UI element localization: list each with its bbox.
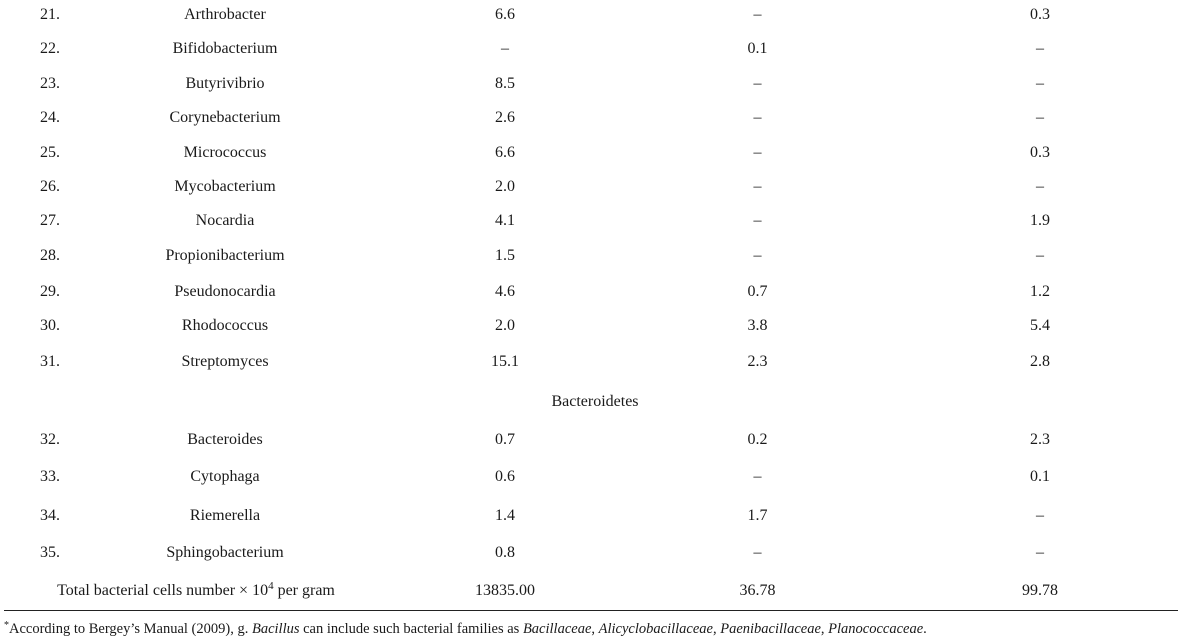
- row-number: 32.: [40, 431, 60, 448]
- value-column-2: 2.3: [747, 353, 768, 370]
- total-label-prefix: Total bacterial cells number × 10: [57, 582, 269, 599]
- footnote-sep-1: ,: [591, 621, 599, 637]
- table-row: [0, 175, 1181, 199]
- row-number: 30.: [40, 317, 60, 334]
- footnote-text-1: According to Bergey’s Manual (2009), g.: [9, 621, 252, 637]
- value-column-3: –: [1036, 247, 1044, 264]
- table-row: [0, 350, 1181, 374]
- value-column-3: –: [1036, 178, 1044, 195]
- value-column-1: 2.0: [495, 317, 515, 334]
- row-number: 33.: [40, 468, 60, 485]
- value-column-3: 2.3: [1030, 431, 1050, 448]
- value-column-1: 1.4: [495, 507, 515, 524]
- genus-name: Pseudonocardia: [174, 283, 276, 300]
- value-column-1: 8.5: [495, 75, 515, 92]
- genus-name: Cytophaga: [190, 468, 260, 485]
- total-label: [10, 579, 382, 603]
- row-number: 31.: [40, 353, 60, 370]
- value-column-3: –: [1036, 544, 1044, 561]
- value-column-1: 4.1: [495, 212, 515, 229]
- footnote-text-2: can include such bacterial families as: [299, 621, 523, 637]
- total-value-3: 99.78: [1022, 582, 1058, 599]
- row-number: 21.: [40, 6, 60, 23]
- table-row: [0, 72, 1181, 96]
- total-value-1: 13835.00: [475, 582, 535, 599]
- value-column-2: –: [753, 6, 762, 23]
- table-row: [0, 541, 1181, 565]
- footnote-family-4: Planococcaceae: [828, 621, 924, 637]
- row-number: 35.: [40, 544, 60, 561]
- table-row: [0, 428, 1181, 452]
- value-column-2: 1.7: [747, 507, 768, 524]
- value-column-2: –: [753, 144, 762, 161]
- value-column-2: 0.7: [747, 283, 768, 300]
- value-column-1: 0.8: [495, 544, 515, 561]
- footnote-genus: Bacillus: [251, 621, 300, 637]
- total-label-exponent: 4: [268, 580, 274, 592]
- genus-name: Arthrobacter: [184, 6, 266, 23]
- row-number: 22.: [40, 40, 60, 57]
- footnote-marker: *: [4, 620, 9, 631]
- value-column-2: 0.2: [747, 431, 768, 448]
- value-column-3: 0.3: [1030, 144, 1050, 161]
- table-row: [0, 37, 1181, 61]
- value-column-1: 1.5: [495, 247, 515, 264]
- genus-name: Nocardia: [195, 212, 255, 229]
- table-row: [0, 209, 1181, 233]
- section-heading: Bacteroidetes: [551, 393, 639, 410]
- footnote-rule: [4, 610, 1178, 611]
- value-column-1: 4.6: [495, 283, 515, 300]
- value-column-3: –: [1036, 507, 1044, 524]
- table-row: [0, 504, 1181, 528]
- value-column-1: 2.0: [495, 178, 515, 195]
- footnote-sep-3: ,: [820, 621, 829, 637]
- value-column-2: –: [753, 468, 762, 485]
- value-column-3: –: [1036, 40, 1044, 57]
- value-column-3: 0.1: [1030, 468, 1050, 485]
- value-column-3: 1.2: [1030, 283, 1050, 300]
- section-row: [0, 390, 1181, 414]
- value-column-2: –: [753, 75, 762, 92]
- genus-name: Propionibacterium: [165, 247, 285, 264]
- value-column-1: –: [501, 40, 509, 57]
- genus-name: Rhodococcus: [181, 317, 269, 334]
- value-column-1: 15.1: [491, 353, 519, 370]
- table-row: [0, 314, 1181, 338]
- value-column-2: 3.8: [747, 317, 768, 334]
- genus-name: Mycobacterium: [174, 178, 276, 195]
- row-number: 28.: [40, 247, 60, 264]
- value-column-2: –: [753, 109, 762, 126]
- table-footnote: [4, 619, 1180, 641]
- row-number: 34.: [40, 507, 60, 524]
- row-number: 27.: [40, 212, 60, 229]
- table-row: [0, 280, 1181, 304]
- genus-name: Butyrivibrio: [185, 75, 265, 92]
- footnote-family-1: Bacillaceae: [522, 621, 592, 637]
- value-column-1: 0.6: [495, 468, 515, 485]
- value-column-2: –: [753, 544, 762, 561]
- value-column-1: 2.6: [495, 109, 515, 126]
- genus-name: Micrococcus: [183, 144, 267, 161]
- row-number: 29.: [40, 283, 60, 300]
- total-value-2: 36.78: [739, 582, 776, 599]
- genus-name: Riemerella: [189, 507, 261, 524]
- value-column-3: –: [1036, 109, 1044, 126]
- genus-name: Corynebacterium: [169, 109, 281, 126]
- genus-name: Sphingobacterium: [166, 544, 284, 561]
- row-number: 26.: [40, 178, 60, 195]
- value-column-2: –: [753, 247, 762, 264]
- genus-name: Bifidobacterium: [172, 40, 278, 57]
- footnote-family-2: Alicyclobacillaceae: [598, 621, 713, 637]
- value-column-3: 1.9: [1030, 212, 1050, 229]
- total-row: [0, 579, 1181, 603]
- footnote-end: .: [923, 621, 927, 637]
- value-column-1: 6.6: [495, 6, 515, 23]
- value-column-1: 0.7: [495, 431, 515, 448]
- value-column-3: 0.3: [1030, 6, 1050, 23]
- table-row: [0, 106, 1181, 130]
- total-label-suffix: per gram: [273, 582, 335, 599]
- value-column-3: 5.4: [1030, 317, 1050, 334]
- row-number: 24.: [40, 109, 60, 126]
- table-row: [0, 465, 1181, 489]
- value-column-2: –: [753, 178, 762, 195]
- table-row: [0, 244, 1181, 268]
- genus-name: Streptomyces: [181, 353, 269, 370]
- footnote-sep-2: ,: [712, 621, 721, 637]
- table-row: [0, 3, 1181, 27]
- value-column-3: 2.8: [1030, 353, 1050, 370]
- genus-name: Bacteroides: [187, 431, 263, 448]
- value-column-1: 6.6: [495, 144, 515, 161]
- table-row: [0, 141, 1181, 165]
- value-column-2: 0.1: [747, 40, 768, 57]
- footnote-family-3: Paenibacillaceae: [720, 621, 821, 637]
- value-column-2: –: [753, 212, 762, 229]
- value-column-3: –: [1036, 75, 1044, 92]
- row-number: 25.: [40, 144, 60, 161]
- row-number: 23.: [40, 75, 60, 92]
